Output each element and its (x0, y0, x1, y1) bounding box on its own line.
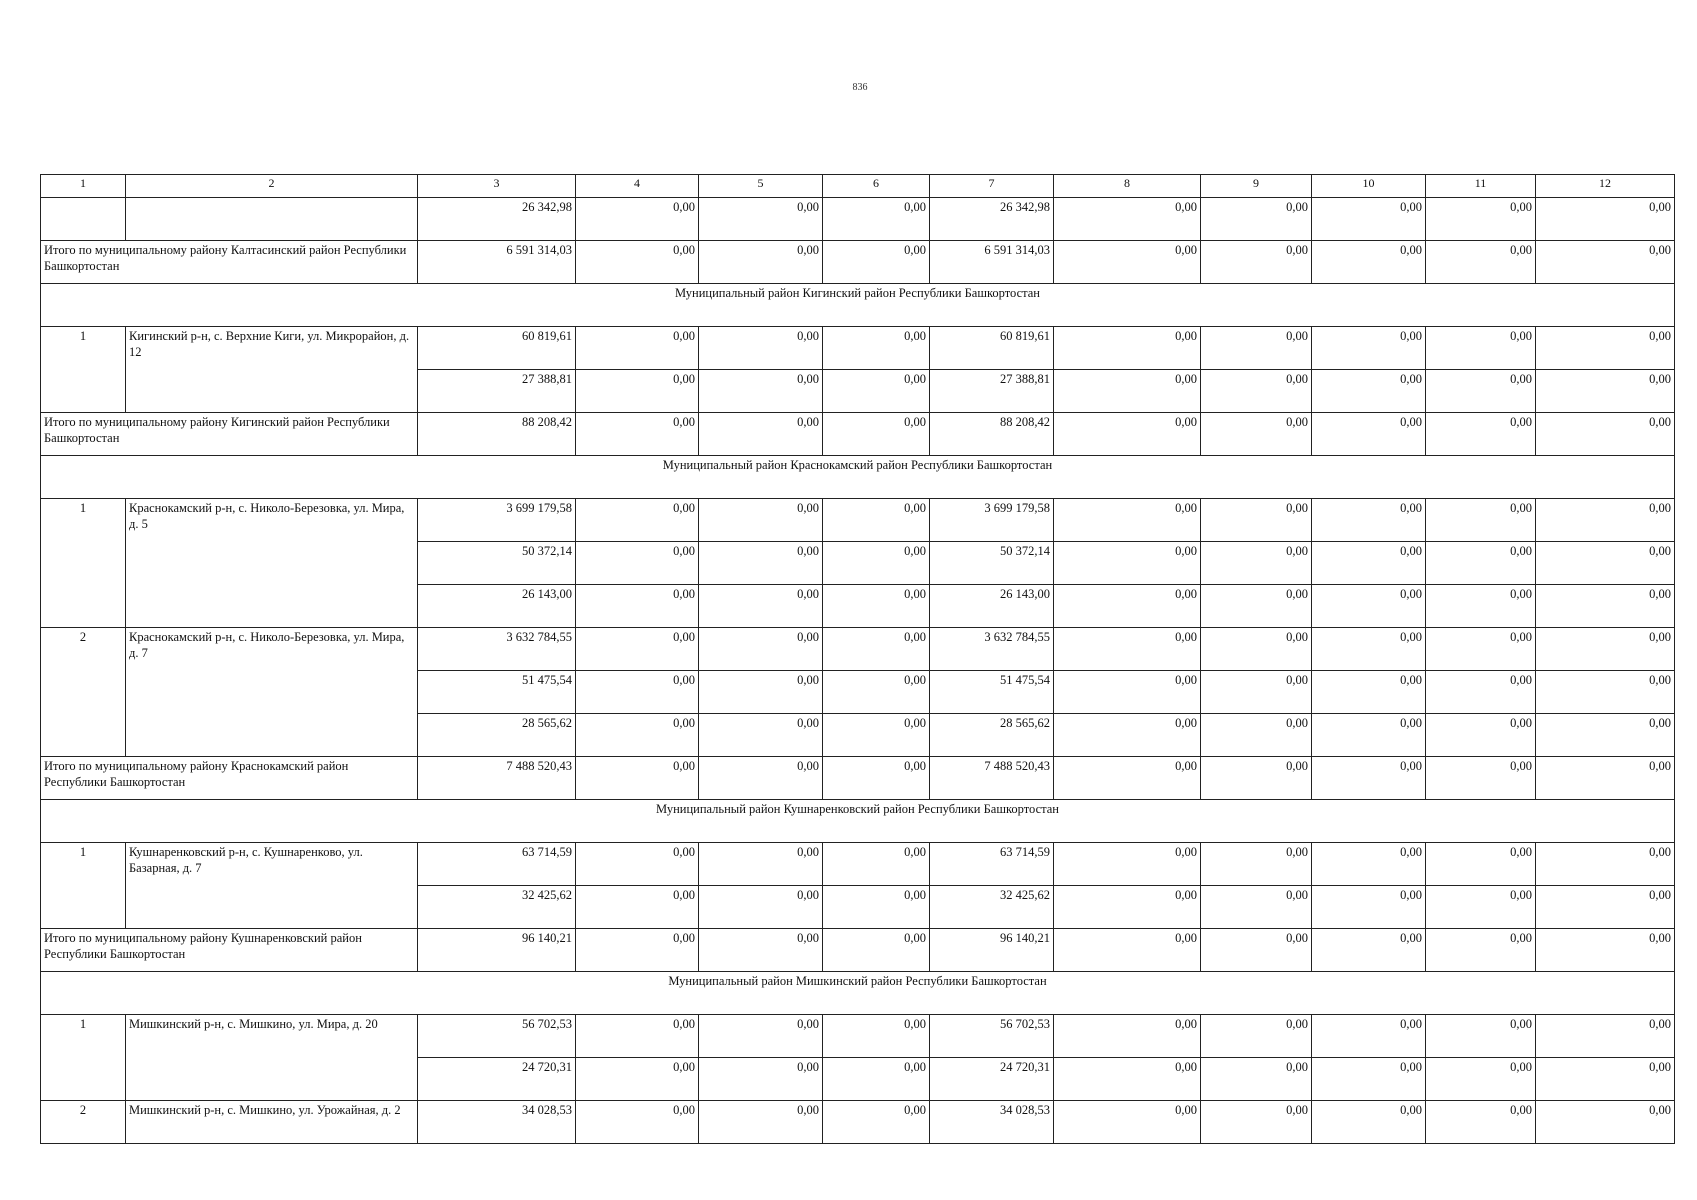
column-header: 9 (1201, 175, 1312, 198)
value-cell: 0,00 (1426, 370, 1536, 413)
value-cell: 0,00 (699, 413, 823, 456)
value-cell: 0,00 (1536, 886, 1675, 929)
value-cell: 0,00 (1201, 1058, 1312, 1101)
value-cell: 0,00 (1054, 1015, 1201, 1058)
value-cell: 0,00 (1312, 499, 1426, 542)
value-cell: 0,00 (1536, 327, 1675, 370)
district-total-row (41, 757, 1675, 800)
value-cell: 0,00 (1054, 327, 1201, 370)
value-cell: 0,00 (699, 1015, 823, 1058)
value-cell: 0,00 (1536, 628, 1675, 671)
value-cell: 88 208,42 (418, 413, 576, 456)
value-cell: 0,00 (1426, 628, 1536, 671)
value-cell: 0,00 (1536, 499, 1675, 542)
value-cell: 0,00 (1201, 628, 1312, 671)
value-cell: 0,00 (823, 714, 930, 757)
value-cell: 0,00 (1054, 886, 1201, 929)
value-cell: 0,00 (576, 757, 699, 800)
value-cell: 0,00 (1536, 1058, 1675, 1101)
address-cell: Кигинский р-н, с. Верхние Киги, ул. Микрорайон, д. 12 (126, 327, 418, 413)
value-cell: 50 372,14 (930, 542, 1054, 585)
value-cell: 0,00 (699, 843, 823, 886)
value-cell: 0,00 (699, 929, 823, 972)
value-cell: 60 819,61 (418, 327, 576, 370)
value-cell: 0,00 (823, 327, 930, 370)
value-cell: 0,00 (576, 1015, 699, 1058)
address-cell: Мишкинский р-н, с. Мишкино, ул. Мира, д. 20 (126, 1015, 418, 1101)
value-cell: 0,00 (699, 499, 823, 542)
value-cell: 0,00 (823, 413, 930, 456)
value-cell: 0,00 (1536, 585, 1675, 628)
value-cell: 0,00 (1201, 886, 1312, 929)
value-cell: 0,00 (1201, 241, 1312, 284)
value-cell: 0,00 (1054, 757, 1201, 800)
value-cell: 0,00 (1536, 671, 1675, 714)
value-cell: 0,00 (1312, 370, 1426, 413)
value-cell: 0,00 (1201, 671, 1312, 714)
value-cell: 0,00 (576, 628, 699, 671)
value-cell: 0,00 (1312, 929, 1426, 972)
value-cell: 0,00 (1536, 198, 1675, 241)
district-header-row (41, 800, 1675, 843)
value-cell: 0,00 (1426, 714, 1536, 757)
table-row (41, 327, 1675, 370)
value-cell: 0,00 (823, 585, 930, 628)
value-cell: 0,00 (1536, 241, 1675, 284)
value-cell: 0,00 (1312, 241, 1426, 284)
column-header: 1 (41, 175, 126, 198)
value-cell: 51 475,54 (930, 671, 1054, 714)
district-title: Муниципальный район Кушнаренковский район Республики Башкортостан (41, 800, 1675, 843)
value-cell: 0,00 (1201, 499, 1312, 542)
value-cell: 0,00 (1054, 1101, 1201, 1144)
total-label: Итого по муниципальному району Кигинский район Республики Башкортостан (41, 413, 418, 456)
value-cell: 0,00 (699, 542, 823, 585)
value-cell: 26 143,00 (930, 585, 1054, 628)
value-cell: 0,00 (576, 370, 699, 413)
address-cell: Краснокамский р-н, с. Николо-Березовка, ул. Мира, д. 5 (126, 499, 418, 628)
value-cell: 0,00 (1054, 370, 1201, 413)
value-cell: 0,00 (823, 241, 930, 284)
value-cell: 0,00 (1201, 714, 1312, 757)
value-cell: 0,00 (699, 1058, 823, 1101)
column-number-row (41, 175, 1675, 198)
row-index: 1 (41, 499, 126, 628)
value-cell: 0,00 (576, 499, 699, 542)
value-cell: 0,00 (1312, 843, 1426, 886)
value-cell: 0,00 (1054, 628, 1201, 671)
value-cell: 63 714,59 (930, 843, 1054, 886)
value-cell: 51 475,54 (418, 671, 576, 714)
value-cell: 0,00 (1426, 499, 1536, 542)
value-cell: 28 565,62 (418, 714, 576, 757)
table-row (41, 628, 1675, 671)
table-row (41, 1015, 1675, 1058)
value-cell: 0,00 (1312, 757, 1426, 800)
district-header-row (41, 456, 1675, 499)
value-cell: 26 143,00 (418, 585, 576, 628)
value-cell: 0,00 (1426, 241, 1536, 284)
value-cell: 3 699 179,58 (930, 499, 1054, 542)
value-cell: 0,00 (1426, 585, 1536, 628)
value-cell: 0,00 (823, 628, 930, 671)
column-header: 12 (1536, 175, 1675, 198)
value-cell: 0,00 (576, 327, 699, 370)
value-cell: 0,00 (1426, 327, 1536, 370)
value-cell: 0,00 (1426, 413, 1536, 456)
value-cell: 0,00 (1426, 542, 1536, 585)
row-index: 2 (41, 1101, 126, 1144)
value-cell: 0,00 (699, 671, 823, 714)
value-cell: 0,00 (576, 929, 699, 972)
value-cell: 0,00 (1201, 929, 1312, 972)
column-header: 8 (1054, 175, 1201, 198)
value-cell: 0,00 (823, 671, 930, 714)
value-cell: 0,00 (823, 1058, 930, 1101)
district-title: Муниципальный район Кигинский район Республики Башкортостан (41, 284, 1675, 327)
value-cell: 0,00 (1312, 1015, 1426, 1058)
value-cell: 0,00 (1054, 198, 1201, 241)
row-index: 2 (41, 628, 126, 757)
value-cell: 3 632 784,55 (930, 628, 1054, 671)
value-cell: 7 488 520,43 (930, 757, 1054, 800)
table-row (41, 1101, 1675, 1144)
value-cell: 0,00 (823, 843, 930, 886)
district-total-row (41, 413, 1675, 456)
value-cell: 0,00 (1054, 714, 1201, 757)
value-cell: 0,00 (1054, 585, 1201, 628)
value-cell: 0,00 (1426, 757, 1536, 800)
value-cell: 0,00 (699, 886, 823, 929)
district-total-row (41, 241, 1675, 284)
value-cell: 0,00 (1536, 843, 1675, 886)
value-cell: 0,00 (1054, 929, 1201, 972)
value-cell: 0,00 (1312, 714, 1426, 757)
value-cell: 0,00 (823, 757, 930, 800)
value-cell: 3 632 784,55 (418, 628, 576, 671)
value-cell: 0,00 (1426, 843, 1536, 886)
value-cell: 32 425,62 (930, 886, 1054, 929)
value-cell: 0,00 (1312, 585, 1426, 628)
value-cell: 0,00 (1054, 241, 1201, 284)
column-header: 7 (930, 175, 1054, 198)
value-cell: 0,00 (1201, 843, 1312, 886)
value-cell: 50 372,14 (418, 542, 576, 585)
value-cell: 0,00 (1536, 1101, 1675, 1144)
row-index: 1 (41, 843, 126, 929)
value-cell: 0,00 (699, 585, 823, 628)
address-cell: Кушнаренковский р-н, с. Кушнаренково, ул. Базарная, д. 7 (126, 843, 418, 929)
row-index: 1 (41, 327, 126, 413)
value-cell: 0,00 (1426, 886, 1536, 929)
value-cell: 56 702,53 (930, 1015, 1054, 1058)
column-header: 5 (699, 175, 823, 198)
value-cell: 0,00 (576, 241, 699, 284)
value-cell: 0,00 (1054, 671, 1201, 714)
value-cell: 0,00 (576, 585, 699, 628)
value-cell: 24 720,31 (418, 1058, 576, 1101)
value-cell: 0,00 (1312, 886, 1426, 929)
value-cell: 0,00 (699, 241, 823, 284)
value-cell: 0,00 (1536, 929, 1675, 972)
value-cell: 63 714,59 (418, 843, 576, 886)
district-header-row (41, 972, 1675, 1015)
value-cell: 0,00 (1426, 198, 1536, 241)
column-header: 3 (418, 175, 576, 198)
value-cell: 0,00 (576, 714, 699, 757)
value-cell: 0,00 (699, 757, 823, 800)
value-cell: 0,00 (1536, 714, 1675, 757)
value-cell: 0,00 (1201, 413, 1312, 456)
column-header: 6 (823, 175, 930, 198)
value-cell: 0,00 (576, 886, 699, 929)
value-cell: 0,00 (699, 370, 823, 413)
table-row (41, 499, 1675, 542)
value-cell: 0,00 (823, 1015, 930, 1058)
total-label: Итого по муниципальному району Кушнаренковский район Республики Башкортостан (41, 929, 418, 972)
value-cell: 0,00 (1201, 1101, 1312, 1144)
value-cell: 0,00 (1312, 1101, 1426, 1144)
value-cell: 0,00 (1426, 1101, 1536, 1144)
value-cell: 0,00 (576, 671, 699, 714)
value-cell: 6 591 314,03 (930, 241, 1054, 284)
address-cell: Краснокамский р-н, с. Николо-Березовка, ул. Мира, д. 7 (126, 628, 418, 757)
value-cell: 34 028,53 (930, 1101, 1054, 1144)
value-cell: 0,00 (1536, 413, 1675, 456)
value-cell: 0,00 (823, 542, 930, 585)
value-cell: 96 140,21 (930, 929, 1054, 972)
value-cell: 0,00 (823, 499, 930, 542)
value-cell: 0,00 (1312, 327, 1426, 370)
row-index: 1 (41, 1015, 126, 1101)
value-cell: 96 140,21 (418, 929, 576, 972)
value-cell: 0,00 (699, 714, 823, 757)
column-header: 10 (1312, 175, 1426, 198)
value-cell: 0,00 (1201, 542, 1312, 585)
value-cell: 0,00 (823, 886, 930, 929)
value-cell: 26 342,98 (418, 198, 576, 241)
value-cell: 0,00 (1054, 499, 1201, 542)
value-cell: 27 388,81 (930, 370, 1054, 413)
value-cell: 0,00 (576, 1058, 699, 1101)
total-label: Итого по муниципальному району Калтасинский район Республики Башкортостан (41, 241, 418, 284)
value-cell: 0,00 (823, 1101, 930, 1144)
value-cell: 0,00 (1426, 1015, 1536, 1058)
district-title: Муниципальный район Краснокамский район Республики Башкортостан (41, 456, 1675, 499)
value-cell: 24 720,31 (930, 1058, 1054, 1101)
value-cell: 0,00 (1426, 1058, 1536, 1101)
value-cell: 28 565,62 (930, 714, 1054, 757)
value-cell: 88 208,42 (930, 413, 1054, 456)
value-cell: 0,00 (576, 1101, 699, 1144)
value-cell: 0,00 (1054, 843, 1201, 886)
value-cell: 0,00 (1201, 1015, 1312, 1058)
value-cell: 32 425,62 (418, 886, 576, 929)
value-cell: 0,00 (1054, 542, 1201, 585)
value-cell: 0,00 (1312, 413, 1426, 456)
value-cell: 6 591 314,03 (418, 241, 576, 284)
value-cell: 0,00 (1536, 757, 1675, 800)
value-cell: 0,00 (1536, 542, 1675, 585)
value-cell: 34 028,53 (418, 1101, 576, 1144)
value-cell: 0,00 (1536, 1015, 1675, 1058)
value-cell: 0,00 (699, 198, 823, 241)
value-cell: 0,00 (1312, 542, 1426, 585)
value-cell: 0,00 (823, 198, 930, 241)
table-body (41, 175, 1675, 1144)
district-total-row (41, 929, 1675, 972)
value-cell: 0,00 (1426, 671, 1536, 714)
value-cell: 0,00 (576, 843, 699, 886)
value-cell: 0,00 (1201, 585, 1312, 628)
value-cell: 3 699 179,58 (418, 499, 576, 542)
column-header: 11 (1426, 175, 1536, 198)
value-cell: 26 342,98 (930, 198, 1054, 241)
value-cell: 0,00 (1312, 671, 1426, 714)
total-label: Итого по муниципальному району Краснокамский район Республики Башкортостан (41, 757, 418, 800)
value-cell: 0,00 (1536, 370, 1675, 413)
district-header-row (41, 284, 1675, 327)
value-cell: 0,00 (699, 628, 823, 671)
value-cell: 0,00 (823, 929, 930, 972)
column-header: 4 (576, 175, 699, 198)
value-cell: 0,00 (1201, 757, 1312, 800)
value-cell: 0,00 (1312, 1058, 1426, 1101)
value-cell: 7 488 520,43 (418, 757, 576, 800)
repair-cost-table (40, 174, 1675, 1144)
value-cell: 56 702,53 (418, 1015, 576, 1058)
value-cell: 0,00 (1054, 1058, 1201, 1101)
district-title: Муниципальный район Мишкинский район Республики Башкортостан (41, 972, 1675, 1015)
value-cell: 0,00 (1201, 327, 1312, 370)
value-cell: 0,00 (576, 542, 699, 585)
value-cell: 0,00 (576, 198, 699, 241)
value-cell: 0,00 (699, 327, 823, 370)
address-cell: Мишкинский р-н, с. Мишкино, ул. Урожайная, д. 2 (126, 1101, 418, 1144)
value-cell: 60 819,61 (930, 327, 1054, 370)
value-cell: 0,00 (576, 413, 699, 456)
value-cell: 0,00 (1312, 628, 1426, 671)
value-cell: 0,00 (1054, 413, 1201, 456)
address-cell (126, 198, 418, 241)
value-cell: 0,00 (823, 370, 930, 413)
value-cell: 0,00 (1201, 370, 1312, 413)
table-row (41, 198, 1675, 241)
value-cell: 0,00 (1312, 198, 1426, 241)
value-cell: 0,00 (699, 1101, 823, 1144)
value-cell: 0,00 (1426, 929, 1536, 972)
value-cell: 27 388,81 (418, 370, 576, 413)
page-number: 836 (852, 82, 868, 93)
row-index (41, 198, 126, 241)
table-row (41, 843, 1675, 886)
value-cell: 0,00 (1201, 198, 1312, 241)
column-header: 2 (126, 175, 418, 198)
